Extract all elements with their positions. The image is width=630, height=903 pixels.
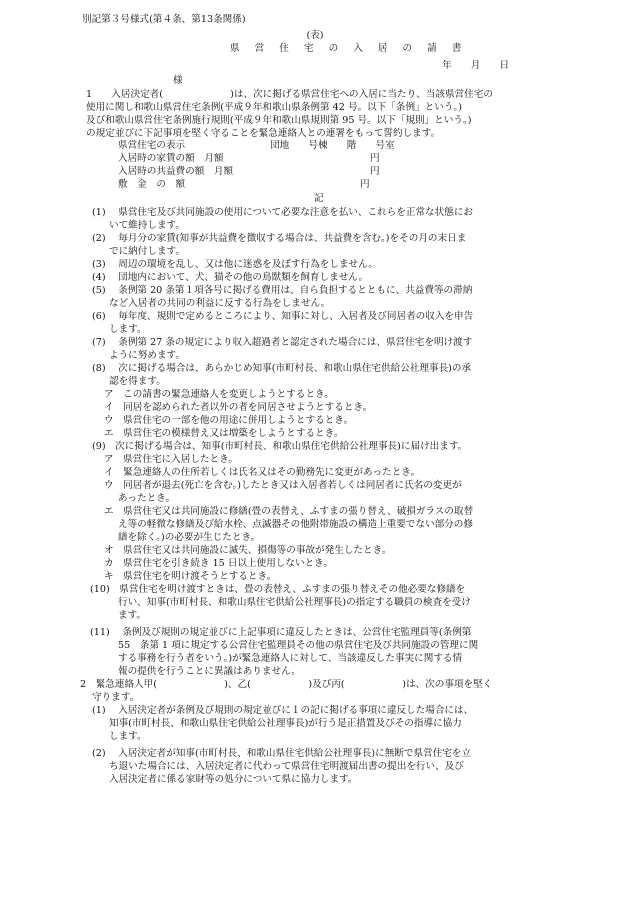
paragraph-2-line: 2 緊急連絡人甲( )、乙( )及び丙( )は、次の事項を堅く [80, 679, 493, 690]
info-label: 敷 金 の 額 [118, 179, 186, 190]
item9-sub-line: キ 県営住宅を明け渡そうとするとき。 [104, 571, 277, 582]
item10-line: 行い、知事(市町村長、和歌山県住宅供給公社理事長)の指定する職員の検査を受け [118, 597, 471, 608]
info-value: 円 [370, 166, 380, 177]
item8-sub-line: ウ 県営住宅の一部を他の用途に併用しようとするとき。 [104, 415, 354, 426]
item11-line: 報の提供を行うことに異議はありません。 [118, 666, 301, 677]
info-value: 円 [360, 179, 370, 190]
document-title: 県 営 住 宅 の 入 居 の 請 書 [230, 43, 468, 54]
p2-item-line: 知事(市町村長、和歌山県住宅供給公社理事長)が行う是正措置及びその指導に協力 [109, 718, 462, 729]
p2-item-line: (2) 入居決定者が知事(市町村長、和歌山県住宅供給公社理事長)に無断で県営住宅を立 [92, 748, 472, 759]
p2-item-line: します。 [109, 731, 147, 742]
addressee-suffix: 様 [173, 75, 183, 86]
item-line: (5) 条例第 20 条第１項各号に掲げる費用は、自ら負担するとともに、共益費等の滞納 [92, 285, 473, 296]
item-line: (1) 県営住宅及び共同施設の使用について必要な注意を払い、これらを正常な状態にお [92, 207, 474, 218]
date-line: 年 月 日 [442, 60, 510, 71]
item9-sub-line: イ 緊急連絡人の住所若しくは氏名又はその勤務先に変更があったとき。 [104, 467, 421, 478]
item-line: 認を得ます。 [109, 376, 166, 387]
item10-line: ます。 [118, 610, 147, 621]
item-line: ように努めます。 [109, 350, 185, 361]
item-line: (4) 団地内において、犬、猫その他の鳥獣類を飼育しません。 [92, 272, 369, 283]
item8-sub-line: ア この請書の緊急連絡人を変更しようとするとき。 [104, 389, 334, 400]
item9-sub-line: え等の軽微な修繕及び給水栓、点滅器その他附帯施設の構造上重要でない部分の修 [118, 519, 473, 530]
item11-line: する事務を行う者をいう。)が緊急連絡人に対して、当該違反した事実に関する情 [118, 653, 463, 664]
item9-sub-line: あったとき。 [118, 493, 176, 504]
item11-line: 55 条第 1 項に規定する公営住宅監理員その他の県営住宅及び共同施設の管理に関 [118, 640, 479, 651]
info-label: 入居時の家賃の額 月額 [118, 153, 224, 164]
item10-line: (10) 県営住宅を明け渡すときは、畳の表替え、ふすまの張り替えその他必要な修繕を [90, 584, 466, 595]
ki-marker: 記 [314, 193, 324, 204]
paragraph-1-line: の規定並びに下記事項を堅く守ることを緊急連絡人との連署をもって誓約します。 [86, 128, 441, 139]
info-value: 円 [370, 153, 380, 164]
item9-sub-line: ウ 同居者が退去(死亡を含む。)したとき又は入居者若しくは同居者に氏名の変更が [104, 480, 462, 491]
info-label: 県営住宅の表示 [118, 140, 186, 151]
item-line: でに納付します。 [109, 246, 185, 257]
item-line: など入居者の共同の利益に反する行為をしません。 [109, 298, 331, 309]
info-label: 入居時の共益費の額 月額 [118, 166, 234, 177]
paragraph-1-line: 及び和歌山県営住宅条例施行規則(平成９年和歌山県規則第 95 号。以下「規則」という。) [86, 115, 472, 126]
item9-sub-line: カ 県営住宅を引き続き 15 日以上使用しないとき。 [104, 558, 333, 569]
item-line: (8) 次に掲げる場合は、あらかじめ知事(市町村長、和歌山県住宅供給公社理事長)の承 [92, 363, 472, 374]
item-line: (7) 条例第 27 条の規定により収入超過者と認定された場合には、県営住宅を明け渡す [92, 337, 473, 348]
item-line: (3) 周辺の環境を乱し、又は他に迷惑を及ぼす行為をしません。 [92, 259, 378, 270]
item9-sub-line: オ 県営住宅又は共同施設に滅失、損傷等の事故が発生したとき。 [104, 545, 392, 556]
info-value: 団地 号棟 階 号室 [270, 140, 395, 151]
item-line: (6) 毎年度、規則で定めるところにより、知事に対し、入居者及び同居者の収入を申告 [92, 311, 474, 322]
paragraph-1-line: 使用に関し和歌山県営住宅条例(平成９年和歌山県条例第 42 号。以下「条例」という。) [86, 102, 462, 113]
item8-sub-line: イ 同居を認められた者以外の者を同居させようとするとき。 [104, 402, 373, 413]
item9-line: (9) 次に掲げる場合は、知事(市町村長、和歌山県住宅供給公社理事長)に届け出ます。 [92, 441, 468, 452]
form-label: 別記第３号様式(第４条、第13条関係) [82, 14, 246, 25]
item8-sub-line: エ 県営住宅の模様替え又は増築をしようとするとき。 [104, 428, 344, 439]
p2-item-line: ち退いた場合には、入居決定者に代わって県営住宅明渡届出書の提出を行い、及び [109, 761, 464, 772]
p2-item-line: (1) 入居決定者が条例及び規則の規定並びに１の記に掲げる事項に違反した場合には、 [92, 705, 474, 716]
side-label: (表) [306, 30, 324, 41]
item-line: (2) 毎月分の家賃(知事が共益費を徴収する場合は、共益費を含む。)をその月の末日ま [92, 233, 467, 244]
p2-item-line: 入居決定者に係る家財等の処分について県に協力します。 [109, 774, 358, 785]
item-line: いて維持します。 [109, 220, 185, 231]
item9-sub-line: 繕を除く。)の必要が生じたとき。 [118, 532, 261, 543]
item-line: します。 [109, 324, 147, 335]
paragraph-1-line: 1 入居決定者( )は、次に掲げる県営住宅への入居に当たり、当該県営住宅の [86, 89, 493, 100]
item9-sub-line: エ 県営住宅又は共同施設に修繕(畳の表替え、ふすまの張り替え、破損ガラスの取替 [104, 506, 474, 517]
item11-line: (11) 条例及び規則の規定並びに上記事項に違反したときは、公営住宅監理員等(条例第 [90, 627, 472, 638]
item9-sub-line: ア 県営住宅に入居したとき。 [104, 454, 238, 465]
paragraph-2-line: 守ります。 [92, 692, 140, 703]
